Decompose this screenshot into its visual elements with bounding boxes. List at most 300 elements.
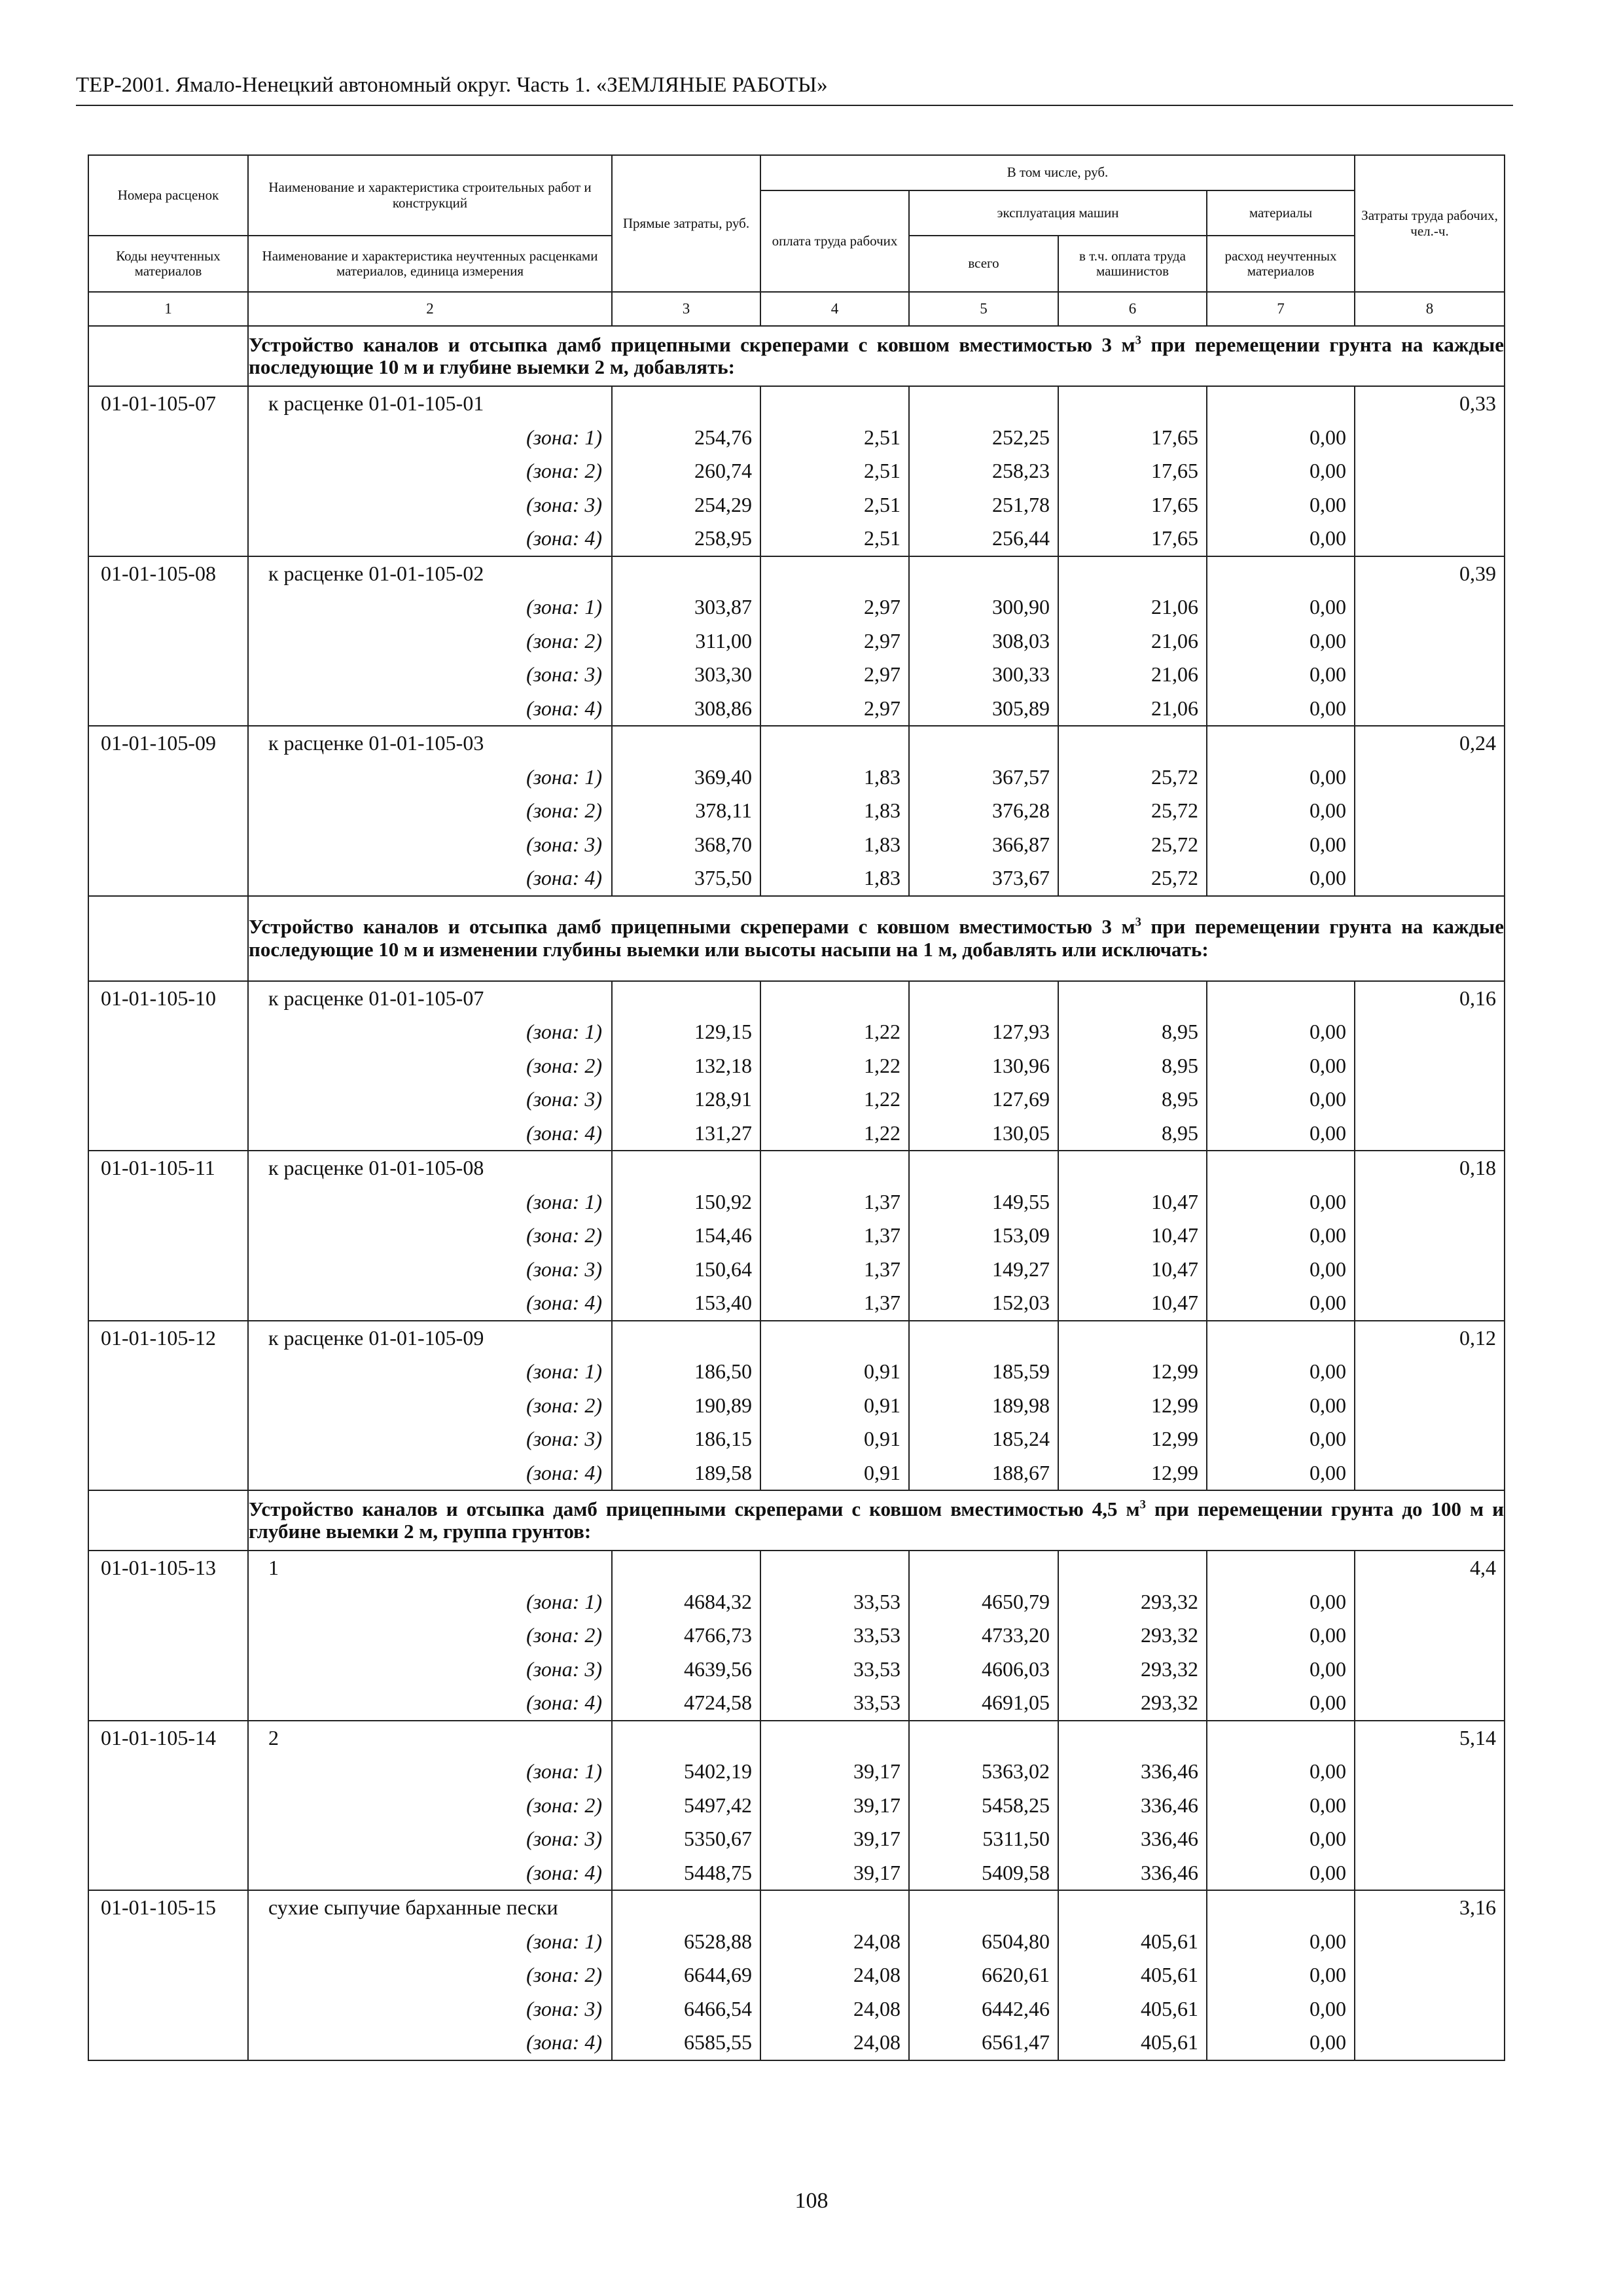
empty-cell xyxy=(88,794,248,828)
section-title-code-cell xyxy=(88,1490,248,1551)
empty-cell xyxy=(88,1925,248,1959)
zone-label: (зона: 2) xyxy=(248,794,612,828)
empty-cell xyxy=(1355,1822,1505,1856)
zone-label: (зона: 1) xyxy=(248,1185,612,1219)
empty-cell xyxy=(1058,386,1207,421)
direct-cost-value: 369,40 xyxy=(612,761,760,795)
labor-wages-value: 39,17 xyxy=(760,1789,909,1823)
rate-name: 2 xyxy=(248,1721,612,1755)
empty-cell xyxy=(909,386,1058,421)
zone-label: (зона: 1) xyxy=(248,1585,612,1619)
zone-row xyxy=(88,1185,1505,1219)
zone-label: (зона: 4) xyxy=(248,1117,612,1151)
machines-total-value: 130,96 xyxy=(909,1049,1058,1083)
direct-cost-value: 190,89 xyxy=(612,1389,760,1423)
materials-value: 0,00 xyxy=(1207,1456,1355,1491)
machine-wages-value: 17,65 xyxy=(1058,522,1207,556)
zone-label: (зона: 2) xyxy=(248,1219,612,1253)
zone-label: (зона: 1) xyxy=(248,1925,612,1959)
direct-cost-value: 311,00 xyxy=(612,624,760,658)
empty-cell xyxy=(1355,1619,1505,1653)
labor-cost-value: 5,14 xyxy=(1355,1721,1505,1755)
zone-label: (зона: 3) xyxy=(248,1253,612,1287)
materials-value: 0,00 xyxy=(1207,1049,1355,1083)
labor-wages-value: 24,08 xyxy=(760,1958,909,1992)
empty-cell xyxy=(88,2026,248,2060)
machine-wages-value: 336,46 xyxy=(1058,1856,1207,1891)
labor-wages-value: 24,08 xyxy=(760,1992,909,2026)
zone-row xyxy=(88,828,1505,862)
zone-label: (зона: 3) xyxy=(248,1653,612,1687)
section-title-code-cell xyxy=(88,326,248,386)
machine-wages-value: 405,61 xyxy=(1058,1992,1207,2026)
zone-label: (зона: 3) xyxy=(248,658,612,692)
direct-cost-value: 5448,75 xyxy=(612,1856,760,1891)
empty-cell xyxy=(1207,1321,1355,1355)
section-title-sup: 3 xyxy=(1139,1498,1146,1512)
empty-cell xyxy=(88,1653,248,1687)
zone-row xyxy=(88,1585,1505,1619)
empty-cell xyxy=(1355,658,1505,692)
machine-wages-value: 12,99 xyxy=(1058,1456,1207,1491)
machine-wages-value: 336,46 xyxy=(1058,1789,1207,1823)
empty-cell xyxy=(1355,1789,1505,1823)
empty-cell xyxy=(612,556,760,591)
running-header: ТЕР-2001. Ямало-Ненецкий автономный округ. Часть 1. «ЗЕМЛЯНЫЕ РАБОТЫ» xyxy=(76,73,828,97)
materials-value: 0,00 xyxy=(1207,454,1355,488)
labor-wages-value: 2,97 xyxy=(760,590,909,624)
empty-cell xyxy=(1355,1355,1505,1389)
empty-cell xyxy=(1355,1755,1505,1789)
section-title-sup: 3 xyxy=(1135,333,1141,348)
empty-cell xyxy=(909,556,1058,591)
empty-cell xyxy=(88,1789,248,1823)
zone-row xyxy=(88,1117,1505,1151)
machines-total-value: 256,44 xyxy=(909,522,1058,556)
zone-label: (зона: 4) xyxy=(248,692,612,726)
empty-cell xyxy=(88,692,248,726)
direct-cost-value: 5402,19 xyxy=(612,1755,760,1789)
materials-value: 0,00 xyxy=(1207,421,1355,455)
empty-cell xyxy=(88,1286,248,1321)
labor-wages-value: 2,97 xyxy=(760,624,909,658)
machine-wages-value: 10,47 xyxy=(1058,1253,1207,1287)
empty-cell xyxy=(1207,1890,1355,1925)
labor-wages-value: 0,91 xyxy=(760,1389,909,1423)
empty-cell xyxy=(88,1117,248,1151)
empty-cell xyxy=(1355,1015,1505,1049)
empty-cell xyxy=(1355,692,1505,726)
empty-cell xyxy=(1355,1925,1505,1959)
zone-label: (зона: 2) xyxy=(248,1049,612,1083)
machines-total-value: 149,55 xyxy=(909,1185,1058,1219)
machine-wages-value: 21,06 xyxy=(1058,692,1207,726)
empty-cell xyxy=(88,861,248,896)
labor-wages-value: 0,91 xyxy=(760,1422,909,1456)
empty-cell xyxy=(909,1551,1058,1585)
direct-cost-value: 303,30 xyxy=(612,658,760,692)
machine-wages-value: 21,06 xyxy=(1058,658,1207,692)
machines-total-value: 5311,50 xyxy=(909,1822,1058,1856)
section-title-text: Устройство каналов и отсыпка дамб прицепными скреперами с ковшом вместимостью 3 м xyxy=(249,915,1135,939)
zone-label: (зона: 3) xyxy=(248,1422,612,1456)
machine-wages-value: 10,47 xyxy=(1058,1286,1207,1321)
empty-cell xyxy=(909,1321,1058,1355)
empty-cell xyxy=(88,1185,248,1219)
machine-wages-value: 12,99 xyxy=(1058,1422,1207,1456)
labor-cost-value: 0,33 xyxy=(1355,386,1505,421)
labor-wages-value: 2,97 xyxy=(760,658,909,692)
machine-wages-value: 8,95 xyxy=(1058,1015,1207,1049)
zone-row xyxy=(88,1958,1505,1992)
machines-total-value: 4650,79 xyxy=(909,1585,1058,1619)
empty-cell xyxy=(760,1890,909,1925)
materials-value: 0,00 xyxy=(1207,1422,1355,1456)
machine-wages-value: 293,32 xyxy=(1058,1686,1207,1721)
materials-value: 0,00 xyxy=(1207,624,1355,658)
empty-cell xyxy=(909,1890,1058,1925)
empty-cell xyxy=(1058,1551,1207,1585)
column-number: 4 xyxy=(760,292,909,326)
direct-cost-value: 4724,58 xyxy=(612,1686,760,1721)
header-labor-cost: Затраты труда рабочих, чел.-ч. xyxy=(1355,155,1505,292)
empty-cell xyxy=(88,1585,248,1619)
materials-value: 0,00 xyxy=(1207,828,1355,862)
header-materials-usage: расход неучтенных материалов xyxy=(1207,236,1355,292)
machine-wages-value: 17,65 xyxy=(1058,488,1207,522)
rate-name: к расценке 01-01-105-01 xyxy=(248,386,612,421)
section-title-row xyxy=(88,326,1505,386)
section-title xyxy=(248,896,1505,981)
rate-row xyxy=(88,556,1505,591)
machines-total-value: 366,87 xyxy=(909,828,1058,862)
rate-code: 01-01-105-15 xyxy=(88,1890,248,1925)
materials-value: 0,00 xyxy=(1207,1856,1355,1891)
rate-name: 1 xyxy=(248,1551,612,1585)
rate-name: сухие сыпучие барханные пески xyxy=(248,1890,612,1925)
section-title xyxy=(248,326,1505,386)
rate-name: к расценке 01-01-105-03 xyxy=(248,726,612,761)
empty-cell xyxy=(88,1456,248,1491)
zone-row xyxy=(88,761,1505,795)
section-title-row xyxy=(88,896,1505,981)
direct-cost-value: 4766,73 xyxy=(612,1619,760,1653)
empty-cell xyxy=(909,981,1058,1016)
labor-cost-value: 3,16 xyxy=(1355,1890,1505,1925)
machines-total-value: 367,57 xyxy=(909,761,1058,795)
empty-cell xyxy=(88,1389,248,1423)
zone-label: (зона: 4) xyxy=(248,522,612,556)
empty-cell xyxy=(760,1321,909,1355)
machine-wages-value: 8,95 xyxy=(1058,1117,1207,1151)
machines-total-value: 127,93 xyxy=(909,1015,1058,1049)
machines-total-value: 189,98 xyxy=(909,1389,1058,1423)
machine-wages-value: 405,61 xyxy=(1058,1958,1207,1992)
machine-wages-value: 21,06 xyxy=(1058,624,1207,658)
materials-value: 0,00 xyxy=(1207,861,1355,896)
zone-row xyxy=(88,1925,1505,1959)
materials-value: 0,00 xyxy=(1207,1925,1355,1959)
machines-total-value: 251,78 xyxy=(909,488,1058,522)
empty-cell xyxy=(1355,1083,1505,1117)
zone-label: (зона: 2) xyxy=(248,1789,612,1823)
zone-label: (зона: 1) xyxy=(248,1755,612,1789)
empty-cell xyxy=(1355,1049,1505,1083)
empty-cell xyxy=(1058,556,1207,591)
labor-wages-value: 33,53 xyxy=(760,1686,909,1721)
labor-wages-value: 24,08 xyxy=(760,2026,909,2060)
empty-cell xyxy=(760,1151,909,1185)
materials-value: 0,00 xyxy=(1207,1117,1355,1151)
empty-cell xyxy=(1355,1992,1505,2026)
direct-cost-value: 153,40 xyxy=(612,1286,760,1321)
machines-total-value: 300,90 xyxy=(909,590,1058,624)
zone-label: (зона: 4) xyxy=(248,1686,612,1721)
direct-cost-value: 128,91 xyxy=(612,1083,760,1117)
empty-cell xyxy=(612,1551,760,1585)
empty-cell xyxy=(1355,1585,1505,1619)
materials-value: 0,00 xyxy=(1207,1253,1355,1287)
empty-cell xyxy=(1207,556,1355,591)
labor-wages-value: 1,37 xyxy=(760,1185,909,1219)
direct-cost-value: 150,64 xyxy=(612,1253,760,1287)
direct-cost-value: 258,95 xyxy=(612,522,760,556)
machines-total-value: 5363,02 xyxy=(909,1755,1058,1789)
machine-wages-value: 25,72 xyxy=(1058,828,1207,862)
empty-cell xyxy=(612,1721,760,1755)
labor-wages-value: 1,37 xyxy=(760,1219,909,1253)
zone-label: (зона: 2) xyxy=(248,1619,612,1653)
zone-label: (зона: 3) xyxy=(248,828,612,862)
empty-cell xyxy=(909,1721,1058,1755)
direct-cost-value: 150,92 xyxy=(612,1185,760,1219)
empty-cell xyxy=(1355,1117,1505,1151)
zone-row xyxy=(88,692,1505,726)
column-number: 3 xyxy=(612,292,760,326)
empty-cell xyxy=(88,1856,248,1891)
empty-cell xyxy=(88,761,248,795)
empty-cell xyxy=(1355,1686,1505,1721)
empty-cell xyxy=(1207,726,1355,761)
labor-wages-value: 2,97 xyxy=(760,692,909,726)
labor-wages-value: 33,53 xyxy=(760,1585,909,1619)
zone-row xyxy=(88,1856,1505,1891)
empty-cell xyxy=(88,1755,248,1789)
materials-value: 0,00 xyxy=(1207,1958,1355,1992)
machines-total-value: 252,25 xyxy=(909,421,1058,455)
labor-wages-value: 1,22 xyxy=(760,1015,909,1049)
direct-cost-value: 154,46 xyxy=(612,1219,760,1253)
table-body xyxy=(88,326,1505,2060)
section-title-sup: 3 xyxy=(1135,916,1141,930)
labor-wages-value: 39,17 xyxy=(760,1755,909,1789)
direct-cost-value: 260,74 xyxy=(612,454,760,488)
rate-row xyxy=(88,726,1505,761)
empty-cell xyxy=(612,1321,760,1355)
rate-code: 01-01-105-11 xyxy=(88,1151,248,1185)
zone-label: (зона: 1) xyxy=(248,590,612,624)
empty-cell xyxy=(1058,1151,1207,1185)
machine-wages-value: 17,65 xyxy=(1058,421,1207,455)
header-code-bottom: Коды неучтенных материалов xyxy=(88,236,248,292)
labor-wages-value: 39,17 xyxy=(760,1856,909,1891)
zone-row xyxy=(88,2026,1505,2060)
header-name-top: Наименование и характеристика строительных работ и конструкций xyxy=(248,155,612,236)
rate-row xyxy=(88,1151,1505,1185)
labor-wages-value: 0,91 xyxy=(760,1355,909,1389)
section-title-rest: при перемещении грунта на каждые последующие 10 м и изменении глубины выемки или высоты насыпи на 1 м, добавлять или исключать: xyxy=(249,915,1504,961)
direct-cost-value: 6585,55 xyxy=(612,2026,760,2060)
materials-value: 0,00 xyxy=(1207,1389,1355,1423)
labor-wages-value: 1,37 xyxy=(760,1253,909,1287)
machine-wages-value: 12,99 xyxy=(1058,1355,1207,1389)
materials-value: 0,00 xyxy=(1207,692,1355,726)
zone-label: (зона: 4) xyxy=(248,861,612,896)
materials-value: 0,00 xyxy=(1207,488,1355,522)
direct-cost-value: 4684,32 xyxy=(612,1585,760,1619)
rate-row xyxy=(88,1321,1505,1355)
zone-label: (зона: 3) xyxy=(248,488,612,522)
direct-cost-value: 6644,69 xyxy=(612,1958,760,1992)
machines-total-value: 305,89 xyxy=(909,692,1058,726)
empty-cell xyxy=(1355,624,1505,658)
empty-cell xyxy=(909,1151,1058,1185)
zone-row xyxy=(88,1015,1505,1049)
empty-cell xyxy=(909,726,1058,761)
materials-value: 0,00 xyxy=(1207,1585,1355,1619)
labor-wages-value: 33,53 xyxy=(760,1619,909,1653)
labor-wages-value: 0,91 xyxy=(760,1456,909,1491)
empty-cell xyxy=(88,1822,248,1856)
column-number: 2 xyxy=(248,292,612,326)
empty-cell xyxy=(88,1049,248,1083)
empty-cell xyxy=(1355,421,1505,455)
header-labor-wages: оплата труда рабочих xyxy=(760,190,909,292)
zone-row xyxy=(88,1822,1505,1856)
materials-value: 0,00 xyxy=(1207,1083,1355,1117)
machines-total-value: 6442,46 xyxy=(909,1992,1058,2026)
direct-cost-value: 6466,54 xyxy=(612,1992,760,2026)
labor-cost-value: 0,12 xyxy=(1355,1321,1505,1355)
direct-cost-value: 254,76 xyxy=(612,421,760,455)
direct-cost-value: 368,70 xyxy=(612,828,760,862)
materials-value: 0,00 xyxy=(1207,590,1355,624)
labor-cost-value: 0,16 xyxy=(1355,981,1505,1016)
machines-total-value: 6561,47 xyxy=(909,2026,1058,2060)
direct-cost-value: 5497,42 xyxy=(612,1789,760,1823)
materials-value: 0,00 xyxy=(1207,1015,1355,1049)
rate-name: к расценке 01-01-105-09 xyxy=(248,1321,612,1355)
machines-total-value: 376,28 xyxy=(909,794,1058,828)
header-machines-wages: в т.ч. оплата труда машинистов xyxy=(1058,236,1207,292)
zone-label: (зона: 4) xyxy=(248,1286,612,1321)
machines-total-value: 130,05 xyxy=(909,1117,1058,1151)
rate-name: к расценке 01-01-105-02 xyxy=(248,556,612,591)
machines-total-value: 6504,80 xyxy=(909,1925,1058,1959)
rate-code: 01-01-105-12 xyxy=(88,1321,248,1355)
labor-wages-value: 1,22 xyxy=(760,1049,909,1083)
zone-row xyxy=(88,1456,1505,1491)
materials-value: 0,00 xyxy=(1207,1822,1355,1856)
empty-cell xyxy=(760,1721,909,1755)
page-number: 108 xyxy=(794,2189,829,2213)
rate-code: 01-01-105-10 xyxy=(88,981,248,1016)
rate-code: 01-01-105-09 xyxy=(88,726,248,761)
empty-cell xyxy=(1355,1856,1505,1891)
labor-wages-value: 1,37 xyxy=(760,1286,909,1321)
materials-value: 0,00 xyxy=(1207,522,1355,556)
table-header xyxy=(88,155,1505,326)
empty-cell xyxy=(88,1958,248,1992)
empty-cell xyxy=(1355,761,1505,795)
zone-row xyxy=(88,488,1505,522)
column-number: 1 xyxy=(88,292,248,326)
labor-cost-value: 0,24 xyxy=(1355,726,1505,761)
machines-total-value: 4606,03 xyxy=(909,1653,1058,1687)
machines-total-value: 185,24 xyxy=(909,1422,1058,1456)
machine-wages-value: 10,47 xyxy=(1058,1219,1207,1253)
machine-wages-value: 10,47 xyxy=(1058,1185,1207,1219)
empty-cell xyxy=(612,1151,760,1185)
zone-row xyxy=(88,590,1505,624)
zone-label: (зона: 4) xyxy=(248,1856,612,1891)
header-machines-total: всего xyxy=(909,236,1058,292)
section-title-row xyxy=(88,1490,1505,1551)
machine-wages-value: 25,72 xyxy=(1058,761,1207,795)
empty-cell xyxy=(1058,1321,1207,1355)
machines-total-value: 185,59 xyxy=(909,1355,1058,1389)
zone-label: (зона: 4) xyxy=(248,1456,612,1491)
zone-row xyxy=(88,1083,1505,1117)
empty-cell xyxy=(1355,454,1505,488)
rate-row xyxy=(88,1551,1505,1585)
zone-row xyxy=(88,624,1505,658)
section-title-code-cell xyxy=(88,896,248,981)
labor-wages-value: 2,51 xyxy=(760,522,909,556)
materials-value: 0,00 xyxy=(1207,1992,1355,2026)
empty-cell xyxy=(88,1686,248,1721)
header-code-top: Номера расценок xyxy=(88,155,248,236)
empty-cell xyxy=(88,1219,248,1253)
zone-row xyxy=(88,1755,1505,1789)
empty-cell xyxy=(88,1083,248,1117)
zone-row xyxy=(88,1049,1505,1083)
labor-wages-value: 1,83 xyxy=(760,794,909,828)
empty-cell xyxy=(1355,1219,1505,1253)
empty-cell xyxy=(1207,1551,1355,1585)
empty-cell xyxy=(1207,981,1355,1016)
direct-cost-value: 378,11 xyxy=(612,794,760,828)
machines-total-value: 127,69 xyxy=(909,1083,1058,1117)
materials-value: 0,00 xyxy=(1207,1755,1355,1789)
zone-label: (зона: 4) xyxy=(248,2026,612,2060)
machine-wages-value: 8,95 xyxy=(1058,1049,1207,1083)
materials-value: 0,00 xyxy=(1207,2026,1355,2060)
direct-cost-value: 6528,88 xyxy=(612,1925,760,1959)
zone-row xyxy=(88,1422,1505,1456)
materials-value: 0,00 xyxy=(1207,794,1355,828)
labor-wages-value: 1,22 xyxy=(760,1117,909,1151)
machines-total-value: 4733,20 xyxy=(909,1619,1058,1653)
zone-label: (зона: 2) xyxy=(248,1389,612,1423)
section-title-rest: при перемещении грунта до 100 м и глубине выемки 2 м, группа грунтов: xyxy=(249,1497,1504,1543)
machine-wages-value: 12,99 xyxy=(1058,1389,1207,1423)
zone-label: (зона: 3) xyxy=(248,1083,612,1117)
column-number: 6 xyxy=(1058,292,1207,326)
empty-cell xyxy=(88,421,248,455)
empty-cell xyxy=(760,1551,909,1585)
zone-label: (зона: 1) xyxy=(248,1355,612,1389)
